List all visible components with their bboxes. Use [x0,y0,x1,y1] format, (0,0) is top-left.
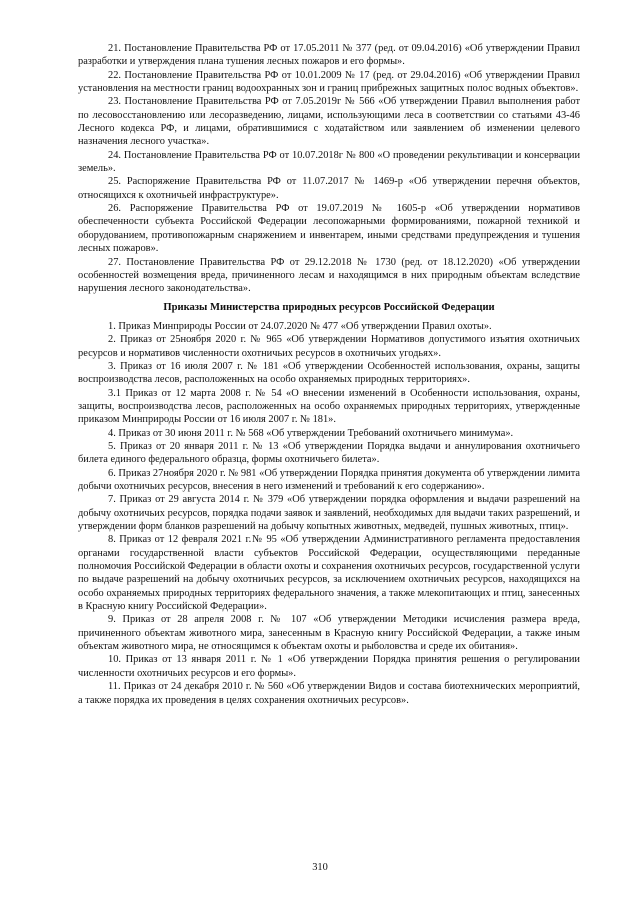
paragraph-item-23: 23. Постановление Правительства РФ от 7.05.2019г № 566 «Об утверждении Правил выполнения работ по лесовосстановлению или лесоразведению, лицами, использующими леса в соответствии со статьями 43-46 Лесного кодекса РФ, и лицами, обратившимися с ходатайством или заявлением об изменении целевого назначения лесного участка». [78,96,580,148]
document-page [78,42,580,707]
paragraph-order-3-1: 3.1 Приказ от 12 марта 2008 г. № 54 «О внесении изменений в Особенности использования, охраны, защиты, воспроизводства лесов, расположенных на особо охраняемых природных территориях, утвержденные приказом Минприроды России от 16 июля 2007 г. № 181». [78,387,580,426]
section-heading: Приказы Министерства природных ресурсов Российской Федерации [163,301,495,313]
paragraph-item-21: 21. Постановление Правительства РФ от 17.05.2011 № 377 (ред. от 09.04.2016) «Об утверждении Правил разработки и утверждения плана тушения лесных пожаров и его формы». [78,43,580,68]
paragraph-order-5: 5. Приказ от 20 января 2011 г. № 13 «Об утверждении Порядка выдачи и аннулирования охотничьего билета единого федерального образца, формы охотничьего билета». [78,440,580,466]
paragraph-order-2: 2. Приказ от 25ноября 2020 г. № 965 «Об утверждении Нормативов допустимого изъятия охотничьих ресурсов и нормативов численности охотничьих ресурсов в охотничьих угодьях». [78,334,580,359]
paragraph-order-10: 10. Приказ от 13 января 2011 г. № 1 «Об утверждении Порядка принятия решения о регулировании численности охотничьих ресурсов и его формы». [78,654,580,679]
paragraph-order-6: 6. Приказ 27ноября 2020 г. № 981 «Об утверждении Порядка принятия документа об утверждении лимита добычи охотничьих ресурсов, внесения в него изменений и требований к его содержанию». [78,467,580,492]
page-number: 310 [312,862,328,873]
paragraph-order-8: 8. Приказ от 12 февраля 2021 г.№ 95 «Об утверждении Административного регламента предоставления органами государственной власти субъектов Российской Федерации, осуществляющими переданные полномочия Российской Федерации в области охоты и сохранения охотничьих ресурсов, государственной услуги по выдаче разрешений на добычу охотничьих ресурсов, за исключением охотничьих ресурсов, находящихся на особо охраняемых природных территориях федерального значения, а также млекопитающих и птиц, занесенных в Красную книгу Российской Федерации». [78,534,580,613]
paragraph-order-1: 1. Приказ Минприроды России от 24.07.2020 № 477 «Об утверждении Правил охоты». [108,320,492,332]
paragraph-order-11: 11. Приказ от 24 декабря 2010 г. № 560 «Об утверждении Видов и состава биотехнических мероприятий, а также порядка их проведения в целях сохранения охотничьих ресурсов». [78,681,580,706]
paragraph-item-22: 22. Постановление Правительства РФ от 10.01.2009 № 17 (ред. от 29.04.2016) «Об утверждении Правил установления на местности границ водоохранных зон и границ прибрежных защитных полос водных объектов». [78,69,580,95]
paragraph-item-25: 25. Распоряжение Правительства РФ от 11.07.2017 № 1469-р «Об утверждении перечня объектов, относящихся к охотничьей инфраструктуре». [78,176,580,201]
paragraph-order-7: 7. Приказ от 29 августа 2014 г. № 379 «Об утверждении порядка оформления и выдачи разрешений на добычу охотничьих ресурсов, порядка подачи заявок и заявлений, необходимых для выдачи таких разрешений, и утверждении форм бланков разрешений на добычу копытных животных, медведей, пушных животных, птиц». [78,494,580,533]
paragraph-order-4: 4. Приказ от 30 июня 2011 г. № 568 «Об утверждении Требований охотничьего минимума». [108,427,514,439]
paragraph-item-26: 26. Распоряжение Правительства РФ от 19.07.2019 № 1605-р «Об утверждении нормативов обеспеченности субъекта Российской Федерации лесопожарными формированиями, пожарной техникой и оборудованием, противопожарным снаряжением и инвентарем, иными средствами предупреждения и тушения лесных пожаров». [78,203,580,255]
paragraph-item-24: 24. Постановление Правительства РФ от 10.07.2018г № 800 «О проведении рекультивации и консервации земель». [78,149,580,175]
paragraph-order-9: 9. Приказ от 28 апреля 2008 г. № 107 «Об утверждении Методики исчисления размера вреда, причиненного объектам животного мира, занесенным в Красную книгу Российской Федерации, а также иным объектам животного мира, не относящимся к объектам охоты и рыболовства и среде их обитания». [78,614,580,653]
paragraph-order-3: 3. Приказ от 16 июля 2007 г. № 181 «Об утверждении Особенностей использования, охраны, защиты воспроизводства лесов, расположенных на особо охраняемых природных территориях». [78,360,580,386]
paragraph-item-27: 27. Постановление Правительства РФ от 29.12.2018 № 1730 (ред. от 18.12.2020) «Об утверждении особенностей возмещения вреда, причиненного лесам и находящимся в них природным объектам вследствие нарушения лесного законодательства». [78,256,580,295]
